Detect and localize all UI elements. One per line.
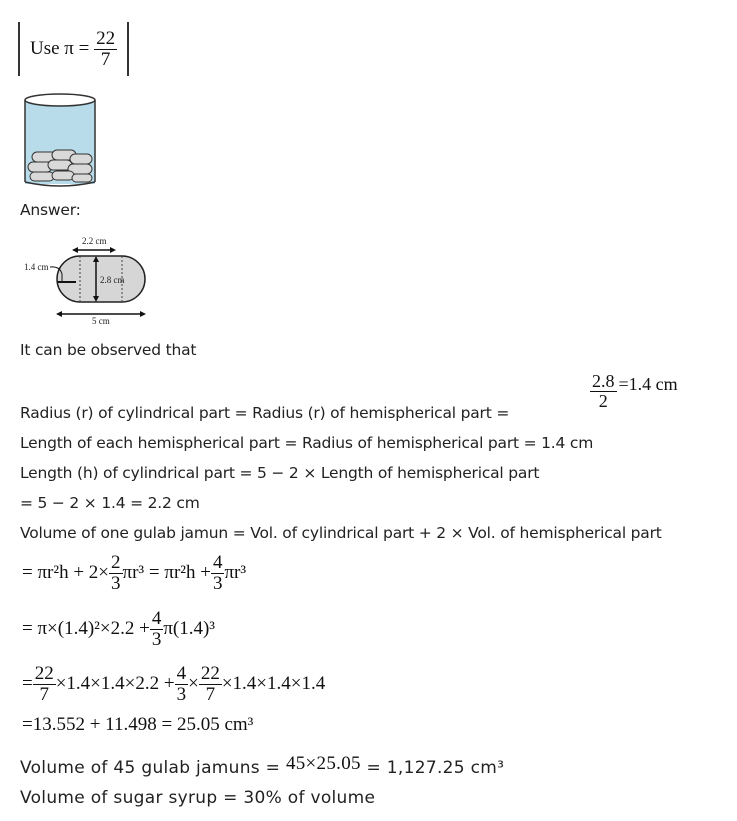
radius-fraction-result: $\frac{2.8}{2}$ =1.4 cm	[592, 371, 678, 411]
use-pi-note	[18, 22, 129, 78]
equation-1: = πr²h + 2× $\frac{2}{3}$ πr³ = πr²h + $\frac{4}{3}$ πr³	[22, 551, 247, 594]
length-hemi-line: Length of each hemispherical part = Radius of hemispherical part = 1.4 cm	[20, 434, 594, 452]
svg-text:1.4 cm: 1.4 cm	[24, 262, 49, 272]
svg-text:2.8 cm: 2.8 cm	[100, 275, 125, 285]
length-calc-line: = 5 − 2 × 1.4 = 2.2 cm	[20, 494, 200, 512]
equation-2: = π×(1.4)²×2.2 + $\frac{4}{3}$ π(1.4)³	[22, 607, 216, 650]
observed-line: It can be observed that	[20, 341, 197, 359]
equation-4: =13.552 + 11.498 = 25.05 cm³	[22, 714, 254, 735]
svg-text:5 cm: 5 cm	[92, 316, 110, 326]
pi-fraction: $\frac{22}{7}$	[96, 27, 116, 70]
length-cyl-line: Length (h) of cylindrical part = 5 − 2 × Length of hemispherical part	[20, 464, 540, 482]
volume-one-line: Volume of one gulab jamun = Vol. of cylindrical part + 2 × Vol. of hemispherical part	[20, 524, 662, 542]
use-pi-prefix: Use π =	[30, 38, 90, 59]
gulab-jamun-cross-section-diagram	[22, 234, 152, 326]
sugar-syrup-line: Volume of sugar syrup = 30% of volume	[20, 788, 376, 808]
answer-label: Answer:	[20, 201, 81, 219]
volume-45-line: Volume of 45 gulab jamuns = 45×25.05 = 1,127.25 cm³	[20, 753, 505, 778]
radius-line: Radius (r) of cylindrical part = Radius (r) of hemispherical part =	[20, 404, 510, 422]
glass-with-gulab-jamuns-icon	[22, 92, 98, 190]
svg-text:2.2 cm: 2.2 cm	[82, 236, 107, 246]
equation-3: = $\frac{22}{7}$ ×1.4×1.4×2.2 + $\frac{4}{3}$ × $\frac{22}{7}$ ×1.4×1.4×1.4	[22, 662, 326, 705]
